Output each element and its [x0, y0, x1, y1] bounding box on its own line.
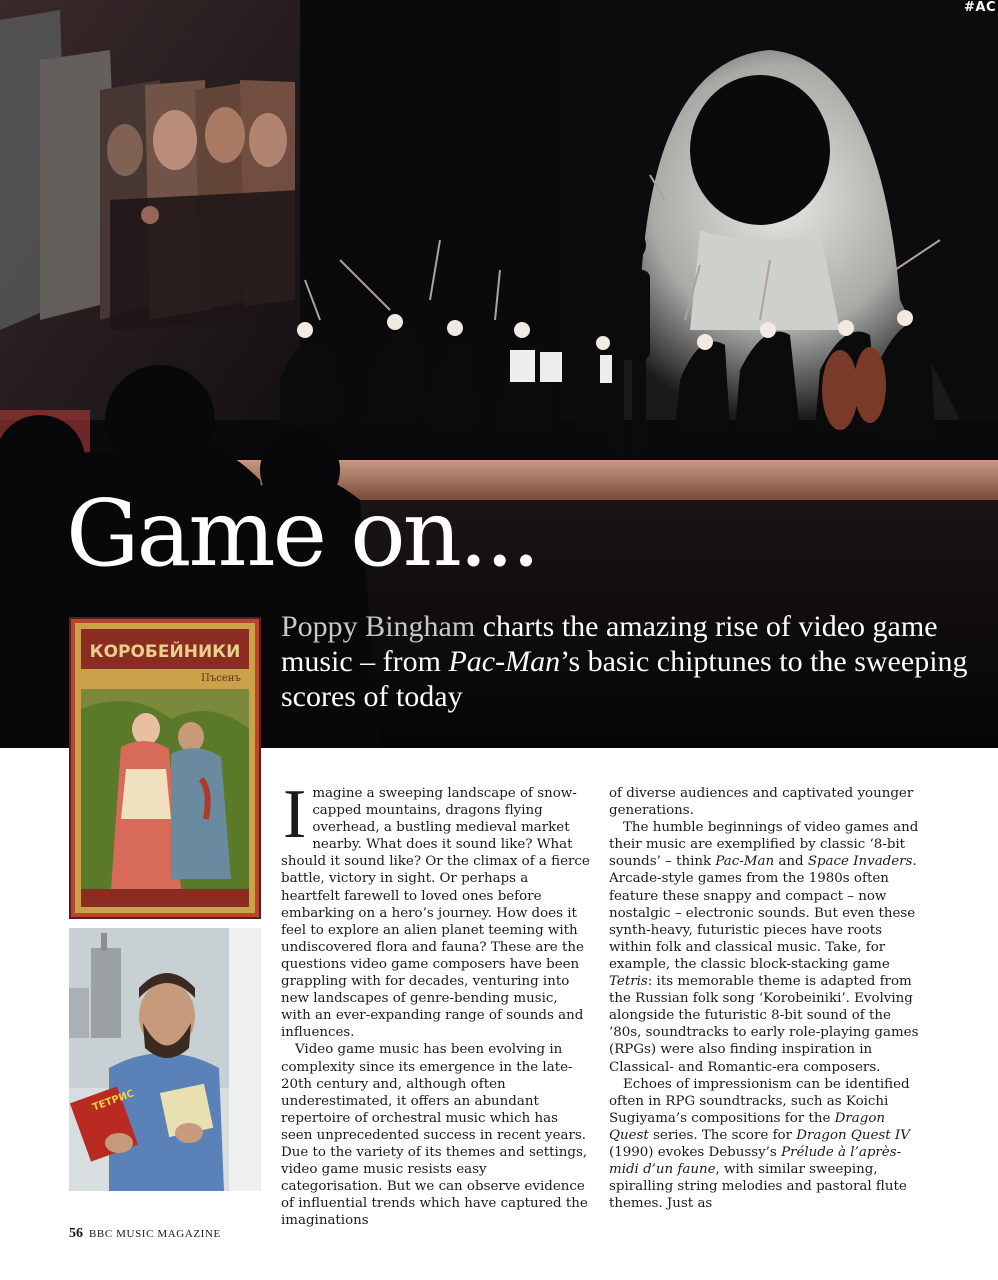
body-column-2	[609, 785, 920, 1212]
body-paragraph: of diverse audiences and captivated younger generations.	[609, 786, 914, 819]
body-paragraph: Imagine a sweeping landscape of snow-capped mountains, dragons flying overhead, a bustling medieval market nearby. What does it sound like? What should it sound like? Or the climax of a fierce battle, victory in sight. Or perhaps a heartfelt farewell to loved ones before embarking on a hero’s journey. How does it feel to explore an alien planet teeming with undiscovered flora and fauna? These are the questions video game composers have been grappling with for decades, venturing into new landscapes of genre-bending music, with an ever-expanding range of sounds and influences.	[281, 776, 590, 1041]
body-paragraph: The humble beginnings of video games and their music are exemplified by classic ‘8-bit sounds’ – think Pac-Man and Space Invaders. Arcade-style games from the 1980s often feature these snappy and compact – now nostalgic – electronic sounds. But even these synth-heavy, futuristic pieces have roots within folk and classical music. Take, for example, the classic block-stacking game Tetris: its memorable theme is adapted from the Russian folk song ‘Korobeiniki’. Evolving alongside the futuristic 8-bit sound of the ’80s, soundtracks to early role-playing games (RPGs) were also finding inspiration in Classical- and Romantic-era composers.	[609, 820, 919, 1075]
pajitnov-portrait-image	[69, 928, 261, 1191]
body-column-1	[281, 776, 590, 1229]
tetris-box-label: ТЕТРИС	[91, 1088, 136, 1114]
body-paragraph: Echoes of impressionism can be identified often in RPG soundtracks, such as Koichi Sugiyama’s compositions for the Dragon Quest series. The score for Dragon Quest IV (1990) evokes Debussy’s Prélude à l’après-midi d’un faune, with similar sweeping, spiralling string melodies and pastoral flute themes. Just as	[609, 1076, 910, 1212]
page-footer	[69, 1225, 221, 1242]
body-paragraph: Video game music has been evolving in complexity since its emergence in the late-20th century and, although often underestimated, it offers an abundant repertoire of orchestral music which has seen unprecedented success in recent years. Due to the variety of its themes and settings, video game music resists easy categorisation. But we can observe evidence of influential trends which have captured the imaginations	[281, 1042, 588, 1229]
drop-cap: I	[283, 776, 307, 853]
standfirst: Poppy Bingham charts the amazing rise of video game music – from Pac-Man’s basic chiptunes to the sweeping scores of today	[281, 610, 968, 713]
magazine-name: BBC MUSIC MAGAZINE	[89, 1228, 221, 1240]
author-name: Poppy Bingham	[281, 610, 476, 643]
headline: Game on...	[66, 480, 538, 587]
poster-subtitle: Пъсенъ	[201, 673, 241, 684]
hashtag-label: #AC	[964, 0, 996, 15]
page-number: 56	[69, 1226, 83, 1241]
korobeiniki-poster-image	[69, 617, 261, 919]
poster-title: КОРОБЕЙНИКИ	[89, 642, 241, 662]
